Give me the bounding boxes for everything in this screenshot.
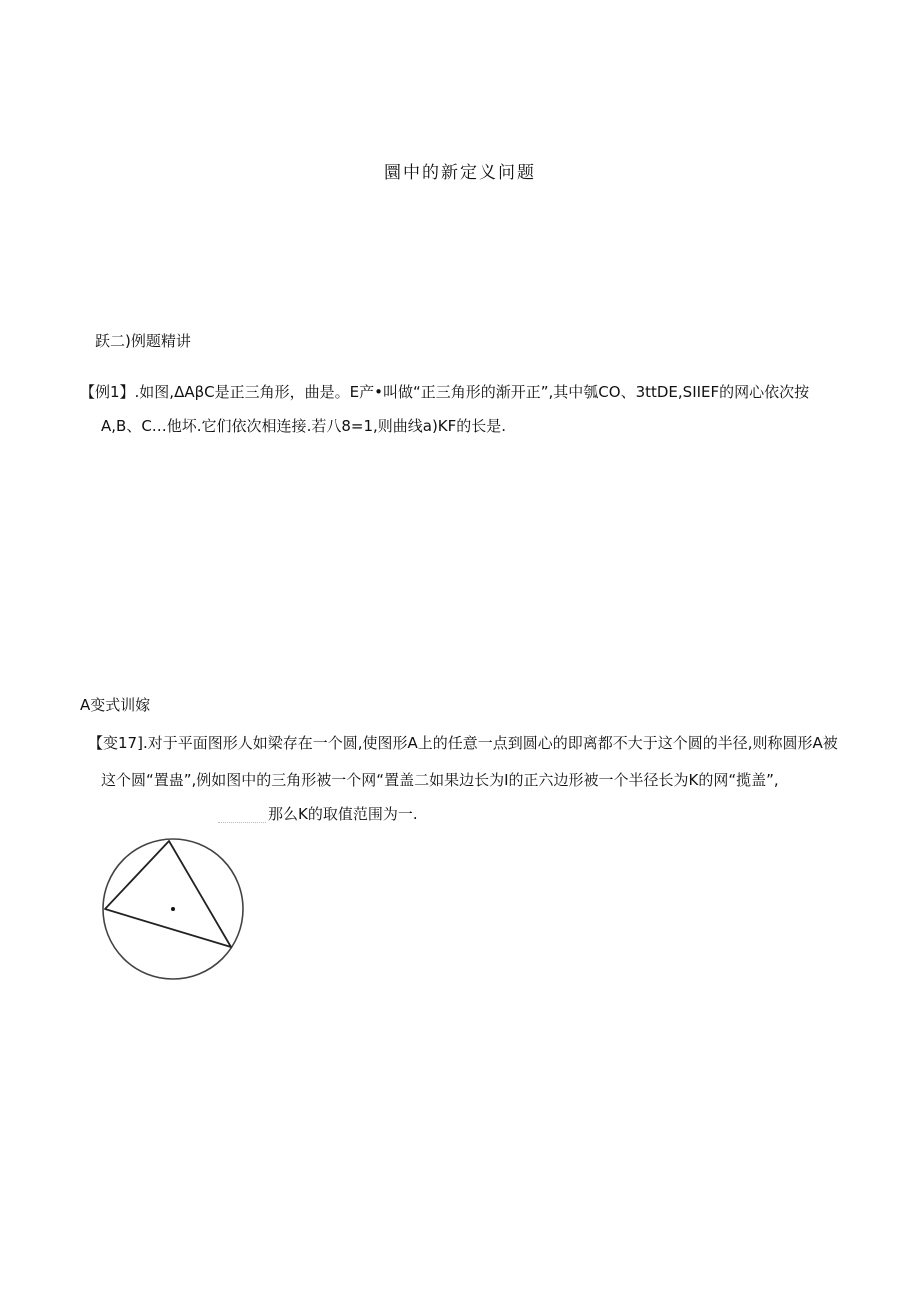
blank-underline (218, 822, 266, 824)
circle-center-dot (171, 907, 175, 911)
example-problem-line-1: 【例1】.如图,ΔAβC是正三角形，曲是。E产•叫做“正三角形的渐开正”,其中瓠CO、3ttDE,SIIEF的网心依次按 (80, 383, 810, 401)
practice-problem-line-2: 这个圆“置蛊”,例如图中的三角形被一个网“置盖二如果边长为I的正六边形被一个半径长为K的网“揽盖”, (101, 771, 779, 789)
practice-problem-line-3: 那么K的取值范围为一. (268, 805, 418, 823)
circle-triangle-figure (98, 836, 252, 986)
section-heading-practice: A变式训嫁 (80, 696, 151, 714)
section-heading-examples: 跃二)例题精讲 (95, 332, 191, 350)
circle-with-inscribed-triangle-icon (98, 836, 252, 986)
page-title: 圜中的新定义问题 (384, 163, 536, 183)
example-problem-line-2: A,B、C…他坏.它们依次相连接.若八8=1,则曲线a)KF的长是. (101, 417, 507, 435)
practice-problem-line-1: 【变17].对于平面图形人如梁存在一个圆,使图形A上的任意一点到圆心的即离都不大于这个圆的半径,则称圆形A被 (88, 734, 838, 752)
inscribed-triangle (105, 841, 231, 947)
